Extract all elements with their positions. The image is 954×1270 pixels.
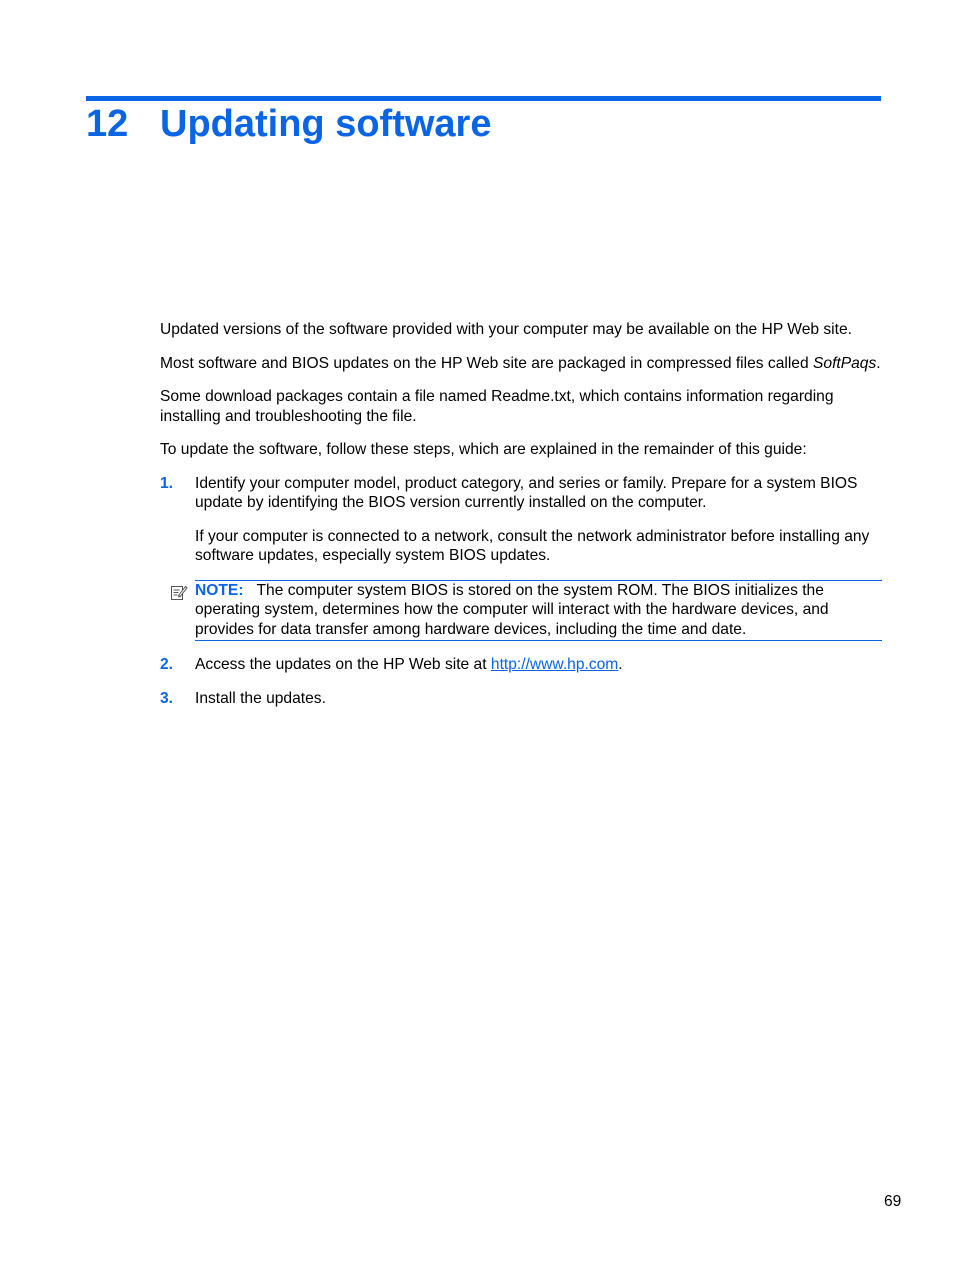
page-number: 69 (884, 1193, 902, 1210)
step-2 (160, 655, 882, 675)
update-steps-list-continued (160, 655, 882, 708)
update-steps-list (160, 474, 882, 566)
step-text: Install the updates. (195, 689, 326, 707)
step-number: 3. (160, 689, 174, 707)
softpaqs-paragraph-text: Most software and BIOS updates on the HP Web site are packaged in compressed files called (160, 354, 809, 372)
chapter-title: Updating software (160, 103, 492, 145)
step-text: Access the updates on the HP Web site at (195, 656, 487, 673)
softpaqs-paragraph (160, 354, 882, 374)
softpaqs-term: SoftPaqs (813, 354, 877, 372)
step-number: 1. (160, 474, 174, 492)
chapter-heading (86, 100, 491, 148)
note-box (195, 580, 882, 642)
step-1 (160, 474, 882, 566)
hp-website-link[interactable]: http://www.hp.com (490, 656, 619, 673)
chapter-body (160, 320, 882, 722)
step-text-end: . (618, 656, 623, 673)
intro-paragraph: Updated versions of the software provided with your computer may be available on the HP Web site. (160, 321, 852, 338)
step-number: 2. (160, 656, 174, 673)
step-text: Identify your computer model, product category, and series or family. Prepare for a system BIOS update by identifying the BIOS version currently installed on the computer. (195, 474, 858, 511)
step-extra-text: If your computer is connected to a network, consult the network administrator before installing any software updates, especially system BIOS updates. (195, 527, 870, 564)
note-text: The computer system BIOS is stored on the system ROM. The BIOS initializes the operating system, determines how the computer will interact with the hardware devices, and provides for data transfer among hardware devices, including the time and date. (195, 581, 829, 638)
chapter-number: 12 (86, 103, 129, 145)
note-label: NOTE: (195, 581, 244, 599)
step-3 (160, 689, 882, 709)
readme-paragraph: Some download packages contain a file named Readme.txt, which contains information regarding installing and troubleshooting the file. (160, 388, 834, 425)
note-icon (170, 583, 188, 601)
steps-intro-paragraph: To update the software, follow these steps, which are explained in the remainder of this guide: (160, 441, 807, 458)
softpaqs-paragraph-end: . (876, 354, 881, 372)
